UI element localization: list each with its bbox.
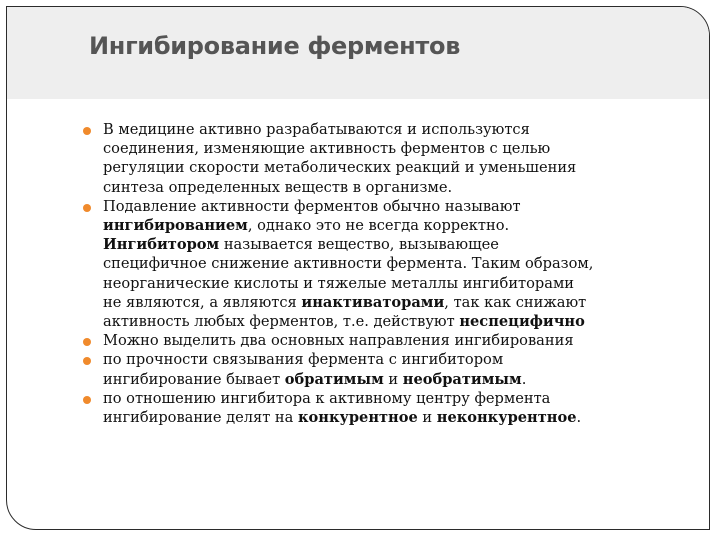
bullet-line [103,293,687,312]
bullet-line [103,158,687,177]
bold-term: ингибированием [103,217,248,235]
bullet-dot-icon [83,338,91,346]
bullet-dot-icon [83,127,91,135]
text-segment: . [521,370,527,388]
text-segment: неорганические кислоты и тяжелые металлы ингибиторами [103,274,575,292]
bullet-line [103,408,687,427]
bullet-line [103,389,687,408]
bold-term: обратимым [284,370,384,388]
bullet-line [103,350,687,369]
bullet-dot-icon [83,204,91,212]
bullet-item [77,350,687,388]
bullet-line [103,216,687,235]
text-segment: не являются, а являются [103,293,302,311]
text-segment: , однако это не всегда корректно. [247,217,510,235]
bullet-item [77,331,687,350]
text-segment: синтеза определенных веществ в организме. [103,178,453,196]
bold-term: конкурентное [298,409,418,427]
text-segment: В медицине активно разрабатываются и используются [103,121,530,138]
text-segment: и [417,409,437,427]
text-segment: ингибирование бывает [103,370,285,388]
text-segment: Подавление активности ферментов обычно называют [103,197,521,215]
text-segment: по отношению ингибитора к активному центру фермента [103,389,551,407]
bullet-line [103,312,687,331]
slide-title: Ингибирование ферментов [89,32,461,60]
bullet-dot-icon [83,396,91,404]
text-segment: соединения, изменяющие активность ферментов с целью [103,140,551,158]
bullet-line [103,274,687,293]
bullet-item [77,197,687,331]
bullet-line [103,139,687,158]
text-segment: ингибирование делят на [103,409,298,427]
bullet-line [103,331,687,350]
text-segment: , так как снижают [444,293,587,311]
text-segment: регуляции скорости метаболических реакций и уменьшения [103,159,577,177]
text-segment: называется вещество, вызывающее [219,236,499,254]
bullet-dot-icon [83,357,91,365]
text-segment: активность любых ферментов, т.е. действуют [103,313,460,331]
bullet-line [103,120,687,139]
bold-term: необратимым [402,370,522,388]
text-segment: . [576,409,582,427]
text-segment: специфичное снижение активности фермента. Таким образом, [103,255,594,273]
bold-term: неспецифично [459,313,585,331]
text-segment: по прочности связывания фермента с ингибитором [103,351,504,369]
bullet-item [77,120,687,197]
text-segment: Можно выделить два основных направления ингибирования [103,332,574,350]
bullet-line [103,197,687,216]
title-band [7,7,709,99]
bold-term: Ингибитором [103,236,220,254]
bold-term: инактиваторами [301,293,445,311]
bullet-line [103,370,687,389]
bullet-line [103,235,687,254]
text-segment: и [383,370,403,388]
bullet-line [103,178,687,197]
bullet-line [103,254,687,273]
bullet-list [77,120,687,427]
slide-frame [6,6,710,530]
bullet-item [77,389,687,427]
bold-term: неконкурентное [436,409,577,427]
